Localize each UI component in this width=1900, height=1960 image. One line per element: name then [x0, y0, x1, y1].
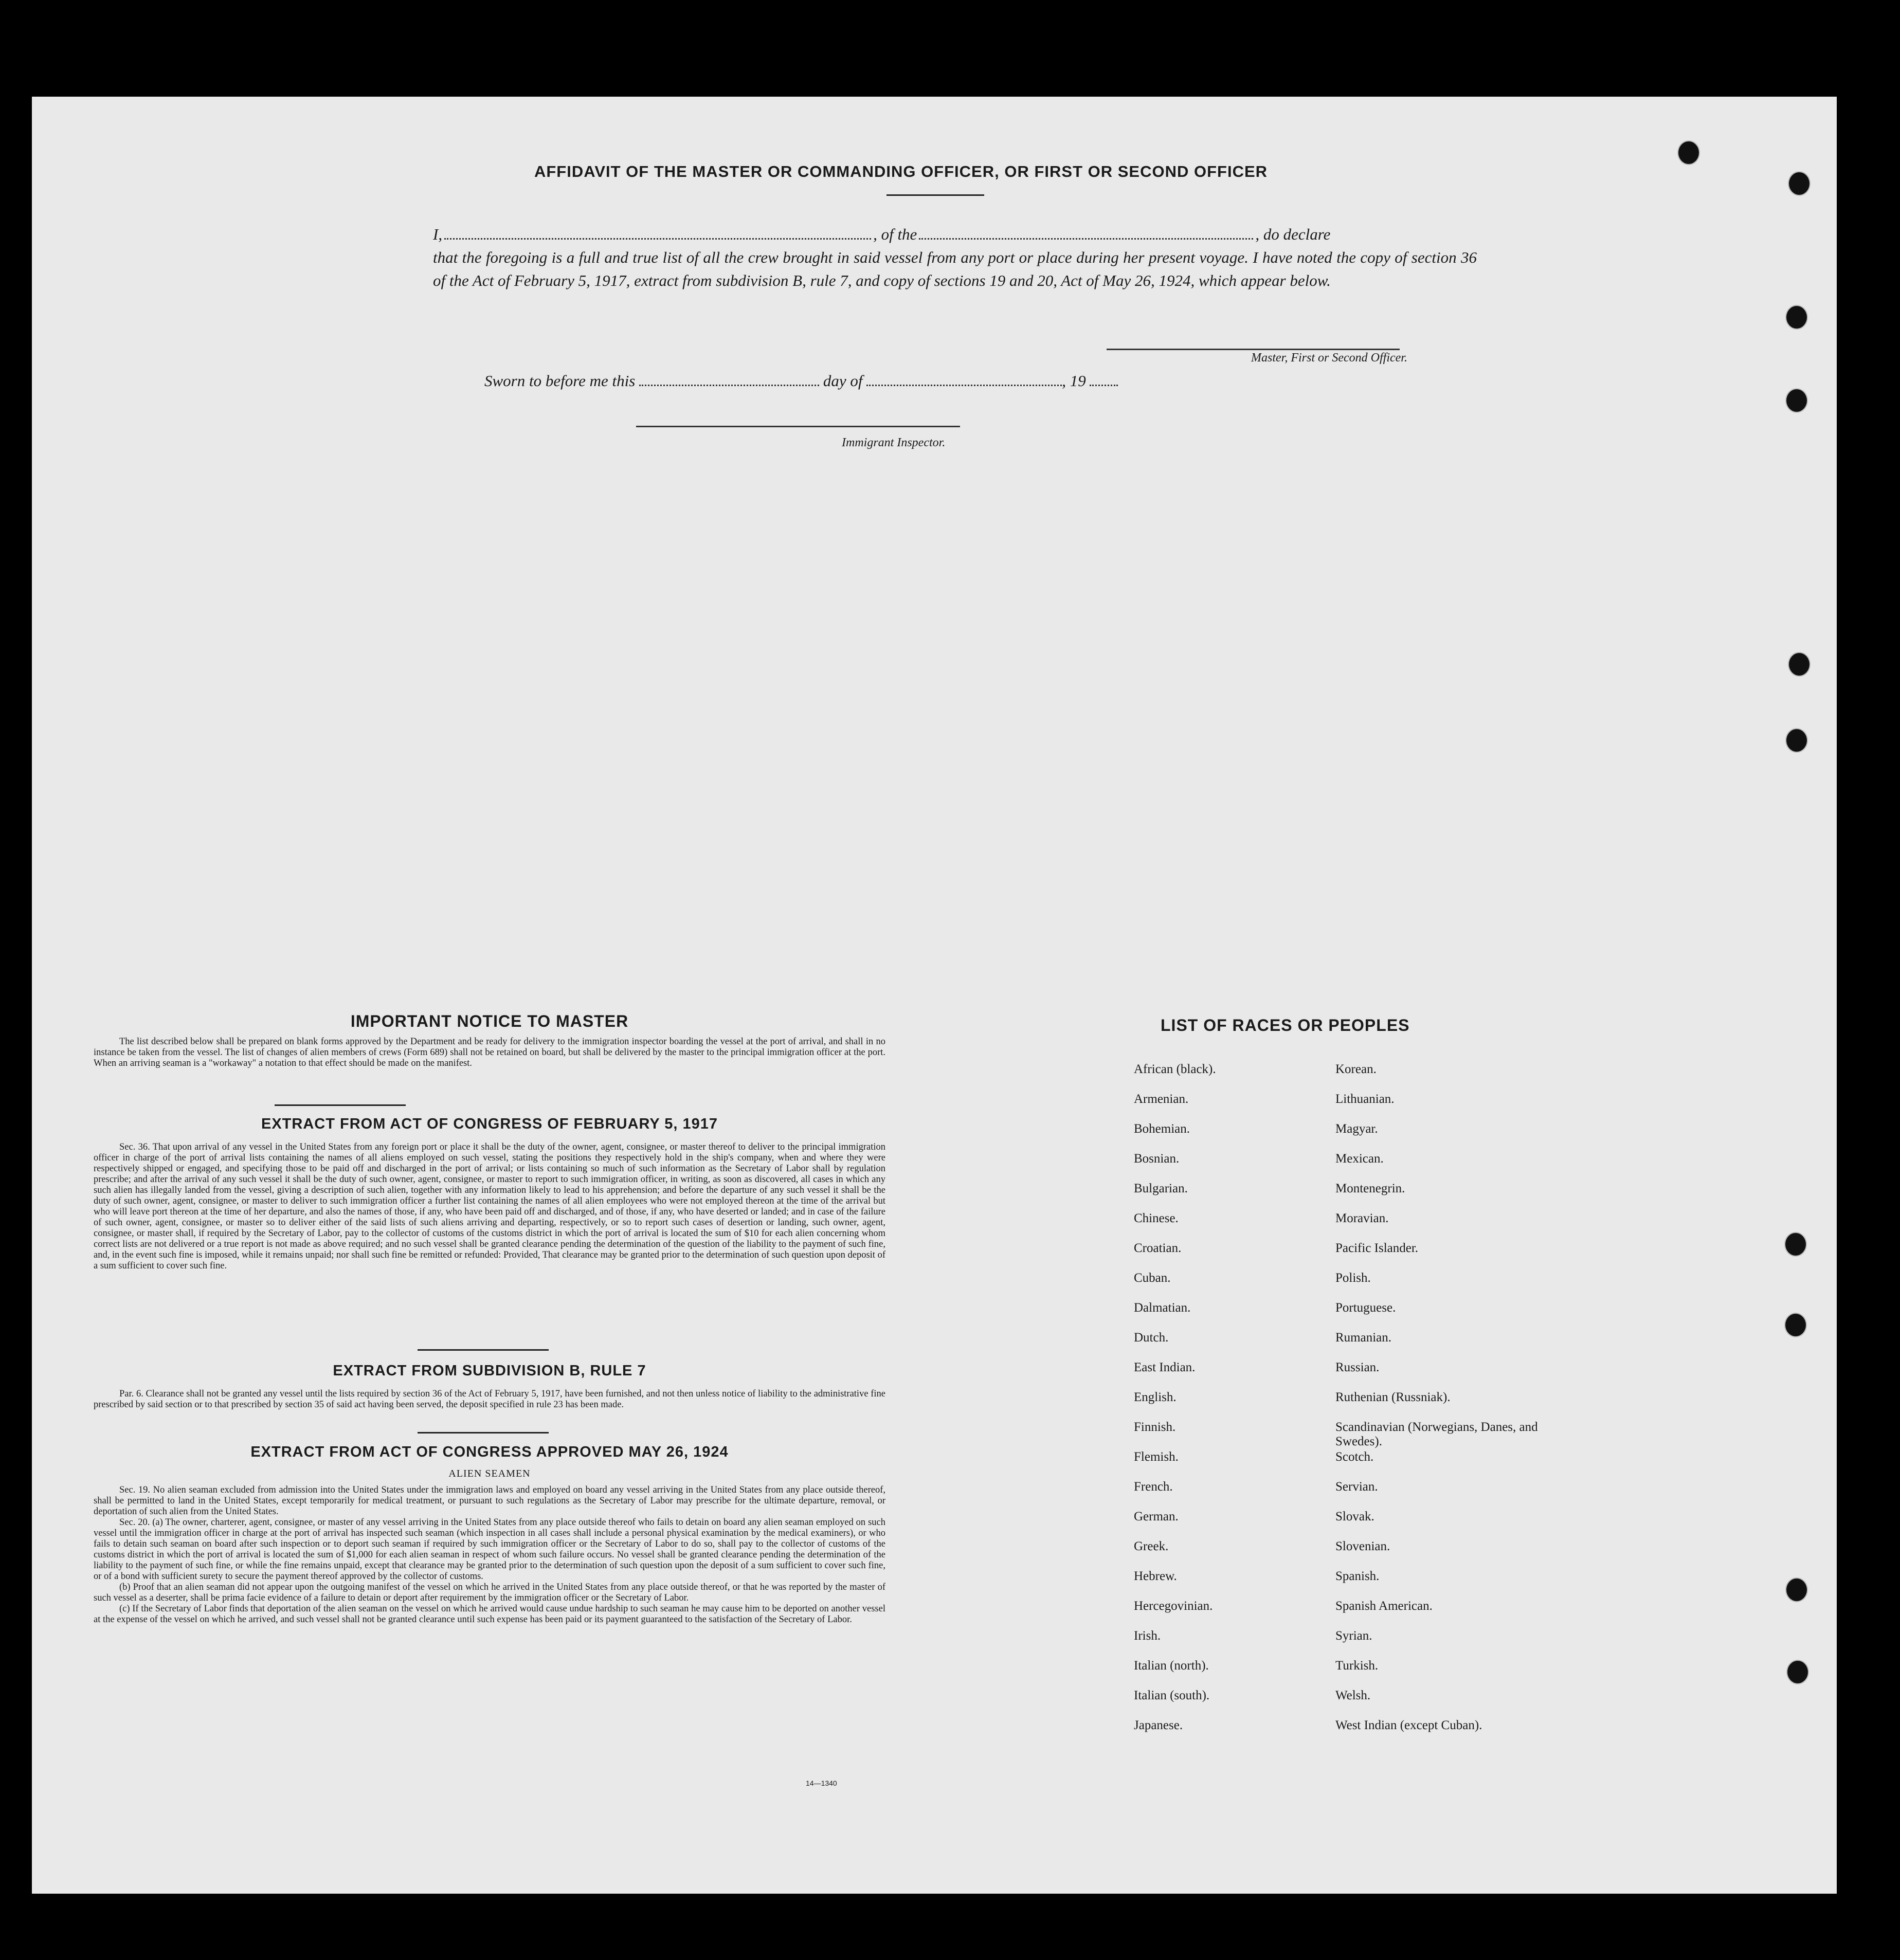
race-item: Rumanian.	[1335, 1331, 1392, 1345]
sec-20c-paragraph: (c) If the Secretary of Labor finds that deportation of the alien seaman on the vessel on which he arrived would cause undue hardship to such seaman he may cause him to be deported on another vessel at the expense of the vessel on which he arrived, and such vessel shall not be granted clearance until such expense has been paid or its payment guaranteed to the satisfaction of the Secretary of Labor.	[94, 1604, 885, 1625]
race-item: English.	[1134, 1390, 1177, 1404]
race-item: Bulgarian.	[1134, 1182, 1188, 1195]
race-item: Mexican.	[1335, 1152, 1384, 1166]
declaration-declare: , do declare	[1255, 225, 1331, 243]
race-item: Ruthenian (Russniak).	[1335, 1390, 1451, 1404]
race-item: German.	[1134, 1510, 1179, 1523]
rule7-text	[94, 1389, 885, 1422]
binder-hole	[1784, 1232, 1807, 1257]
declaration-line	[433, 223, 1477, 246]
notice-title: IMPORTANT NOTICE TO MASTER	[350, 1012, 629, 1030]
rule7-title: EXTRACT FROM SUBDIVISION B, RULE 7	[333, 1363, 646, 1379]
race-item: Dutch.	[1134, 1331, 1169, 1345]
act-1924-title: EXTRACT FROM ACT OF CONGRESS APPROVED MAY 26, 1924	[250, 1444, 729, 1460]
binder-hole	[1788, 171, 1811, 196]
race-item: Bosnian.	[1134, 1152, 1180, 1166]
race-item: Korean.	[1335, 1062, 1377, 1076]
affidavit-statement: that the foregoing is a full and true list of all the crew brought in said vessel from any port or place during her present voyage. I have noted the copy of section 36 of the Act of February 5, 1917, extract from subdivision B, rule 7, and copy of sections 19 and 20, Act of May 26, 1924, which appear below.	[433, 248, 1477, 289]
sworn-year-blank	[1090, 385, 1118, 386]
sec-20b-paragraph: (b) Proof that an alien seaman did not appear upon the outgoing manifest of the vessel on which he arrived in the United States from any place outside thereof, or that he was reported by the master of such vessel as a deserter, shall be prima facie evidence of a failure to detain or deport after requirement by the immigration officer or the Secretary of Labor.	[94, 1582, 885, 1603]
races-title: LIST OF RACES OR PEOPLES	[1161, 1016, 1410, 1035]
master-signature-line	[1107, 349, 1400, 350]
title-divider	[886, 194, 984, 196]
affidavit-title: AFFIDAVIT OF THE MASTER OR COMMANDING OFFICER, OR FIRST OR SECOND OFFICER	[534, 162, 1268, 180]
inspector-signature-line	[636, 426, 960, 427]
race-item: Servian.	[1335, 1480, 1378, 1494]
act-1924-text	[94, 1485, 885, 1773]
binder-hole	[1785, 1577, 1808, 1602]
race-item: Cuban.	[1134, 1271, 1171, 1285]
race-item: Welsh.	[1335, 1689, 1371, 1702]
form-number: 14—1340	[806, 1779, 837, 1787]
race-item: East Indian.	[1134, 1360, 1196, 1374]
sworn-line	[484, 372, 1118, 390]
notice-text	[94, 1037, 885, 1080]
declaration-i: I,	[433, 225, 443, 243]
binder-hole	[1677, 140, 1700, 165]
sec-36-paragraph: Sec. 36. That upon arrival of any vessel in the United States from any foreign port or place it shall be the duty of the owner, agent, consignee, or master thereof to deliver to the principal immigration officer in charge of the port of arrival lists containing the names of all aliens employed on such vessel, stating the positions they respectively hold in the ship's company, when and where they were respectively shipped or engaged, and specifying those to be paid off and discharged in the port of arrival; or lists containing so much of such information as the Secretary of Labor shall by regulation prescribe; and after the arrival of any such vessel it shall be the duty of such owner, agent, consignee, or master to report to such immigration officer, in writing, as soon as discovered, all cases in which any such alien has illegally landed from the vessel, giving a description of such alien, together with any information likely to lead to his apprehension; and before the departure of any such vessel it shall be the duty of such owner, agent, consignee, or master to deliver to such immigration officer a further list containing the names of all alien employees who were not employed thereon at the time of the arrival but who will leave port thereon at the time of her departure, and also the names of those, if any, who have been paid off and discharged, and of those, if any, who have deserted or landed; and in case of the failure of such owner, agent, consignee, or master so to deliver either of the said lists of such aliens arriving and departing, respectively, or so to report such cases of desertion or landing, such owner, agent, consignee, or master shall, if required by the Secretary of Labor, pay to the collector of customs of the customs district in which the port of arrival is located the sum of $10 for each alien concerning whom correct lists are not delivered or a true report is not made as above required; and no such vessel shall be granted clearance pending the determination of the question of the liability to the payment of such fine, and, in the event such fine is imposed, while it remains unpaid; nor shall such fine be remitted or refunded: Provided, That clearance may be granted prior to the determination of such question upon deposit of a sum sufficient to cover such fine.	[94, 1142, 885, 1271]
race-item: Greek.	[1134, 1539, 1169, 1553]
race-item: West Indian (except Cuban).	[1335, 1718, 1482, 1732]
race-item: Russian.	[1335, 1360, 1380, 1374]
race-item: Italian (north).	[1134, 1659, 1209, 1673]
name-blank	[444, 238, 871, 240]
declaration-of: , of the	[873, 225, 917, 243]
binder-hole	[1786, 1660, 1809, 1684]
par-6-paragraph: Par. 6. Clearance shall not be granted any vessel until the lists required by section 36 of the Act of February 5, 1917, have been furnished, and not then unless notice of liability to the administrative fine prescribed by said section or to that prescribed by section 35 of said act having been served, the deposit specified in rule 23 has been made.	[94, 1389, 885, 1410]
sworn-prefix: Sworn to before me this	[484, 372, 636, 390]
race-item: Turkish.	[1335, 1659, 1379, 1673]
binder-hole	[1784, 1313, 1807, 1337]
sec-20a-paragraph: Sec. 20. (a) The owner, charterer, agent, consignee, or master of any vessel arriving in the United States from any place outside thereof who fails to detain on board any alien seaman employed on such vessel until the immigration officer in charge at the port of arrival has inspected such seaman (which inspection in all cases shall include a personal physical examination by the medical examiners), or who fails to detain such seaman on board after such inspection or to deport such seaman if required by such immigration officer or the Secretary of Labor to do so, shall pay to the collector of customs of the customs district in which the port of arrival is located the sum of $1,000 for each alien seaman in respect of whom such failure occurs. No vessel shall be granted clearance pending the determination of the liability to the payment of such fine, or while the fine remains unpaid, except that clearance may be granted prior to the determination of such question upon the deposit of a sum sufficient to cover such fine, or of a bond with sufficient surety to secure the payment thereof approved by the collector of customs.	[94, 1517, 885, 1582]
race-item: Polish.	[1335, 1271, 1371, 1285]
race-item: Flemish.	[1134, 1450, 1179, 1464]
races-column-2	[1335, 1062, 1577, 1748]
act-1917-title: EXTRACT FROM ACT OF CONGRESS OF FEBRUARY 5, 1917	[261, 1116, 718, 1132]
vessel-blank	[919, 238, 1253, 240]
race-item: Scotch.	[1335, 1450, 1374, 1464]
race-item: Spanish American.	[1335, 1599, 1433, 1613]
race-item: Finnish.	[1134, 1420, 1176, 1434]
race-item: Lithuanian.	[1335, 1092, 1395, 1106]
act-1924-subtitle: ALIEN SEAMEN	[448, 1468, 531, 1479]
race-item: Chinese.	[1134, 1211, 1179, 1225]
race-item: Montenegrin.	[1335, 1182, 1405, 1195]
divider-3	[418, 1432, 549, 1433]
divider-2	[418, 1349, 549, 1351]
race-item: Slovenian.	[1335, 1539, 1390, 1553]
inspector-label: Immigrant Inspector.	[842, 436, 946, 449]
race-item: Bohemian.	[1134, 1122, 1190, 1136]
race-item: Slovak.	[1335, 1510, 1374, 1523]
race-item: Croatian.	[1134, 1241, 1182, 1255]
race-item: Japanese.	[1134, 1718, 1183, 1732]
sec-19-paragraph: Sec. 19. No alien seaman excluded from admission into the United States under the immigration laws and employed on board any vessel arriving in the United States from any place outside thereof, shall be permitted to land in the United States, except temporarily for medical treatment, or pursuant to such regulations as the Secretary of Labor may prescribe for the ultimate departure, removal, or deportation of such alien from the United States.	[94, 1485, 885, 1517]
race-item: French.	[1134, 1480, 1173, 1494]
race-item: Moravian.	[1335, 1211, 1389, 1225]
race-item: Pacific Islander.	[1335, 1241, 1419, 1255]
sworn-month-blank	[866, 385, 1062, 386]
race-item: Syrian.	[1335, 1629, 1372, 1643]
race-item: Irish.	[1134, 1629, 1161, 1643]
binder-hole	[1785, 728, 1808, 753]
form-page	[32, 97, 1837, 1894]
race-item: Hercegovinian.	[1134, 1599, 1213, 1613]
act-1917-text	[94, 1142, 885, 1329]
binder-hole	[1785, 305, 1808, 330]
race-item: Italian (south).	[1134, 1689, 1210, 1702]
race-item: Scandinavian (Norwegians, Danes, and Swedes).	[1335, 1420, 1538, 1448]
races-column-1	[1134, 1062, 1324, 1748]
race-item: Armenian.	[1134, 1092, 1189, 1106]
race-item: Dalmatian.	[1134, 1301, 1191, 1315]
master-signature-label: Master, First or Second Officer.	[1251, 351, 1407, 365]
binder-hole	[1785, 388, 1808, 413]
sworn-day-label: day of	[823, 372, 863, 390]
binder-hole	[1788, 652, 1811, 677]
race-item: Spanish.	[1335, 1569, 1380, 1583]
race-item: Magyar.	[1335, 1122, 1378, 1136]
race-item: African (black).	[1134, 1062, 1216, 1076]
sworn-year-label: , 19	[1062, 372, 1086, 390]
notice-paragraph: The list described below shall be prepared on blank forms approved by the Department and be ready for delivery to the immigration inspector boarding the vessel at the port of arrival, and shall in no instance be taken from the vessel. The list of changes of alien members of crews (Form 689) shall not be retained on board, but shall be delivered by the master to the principal immigration officer at the port. When an arriving seaman is a "workaway" a notation to that effect should be made on the manifest.	[94, 1037, 885, 1068]
race-item: Hebrew.	[1134, 1569, 1177, 1583]
race-item: Portuguese.	[1335, 1301, 1396, 1315]
divider-1	[275, 1104, 406, 1106]
sworn-day-blank	[639, 385, 819, 386]
affidavit-body	[433, 223, 1477, 292]
